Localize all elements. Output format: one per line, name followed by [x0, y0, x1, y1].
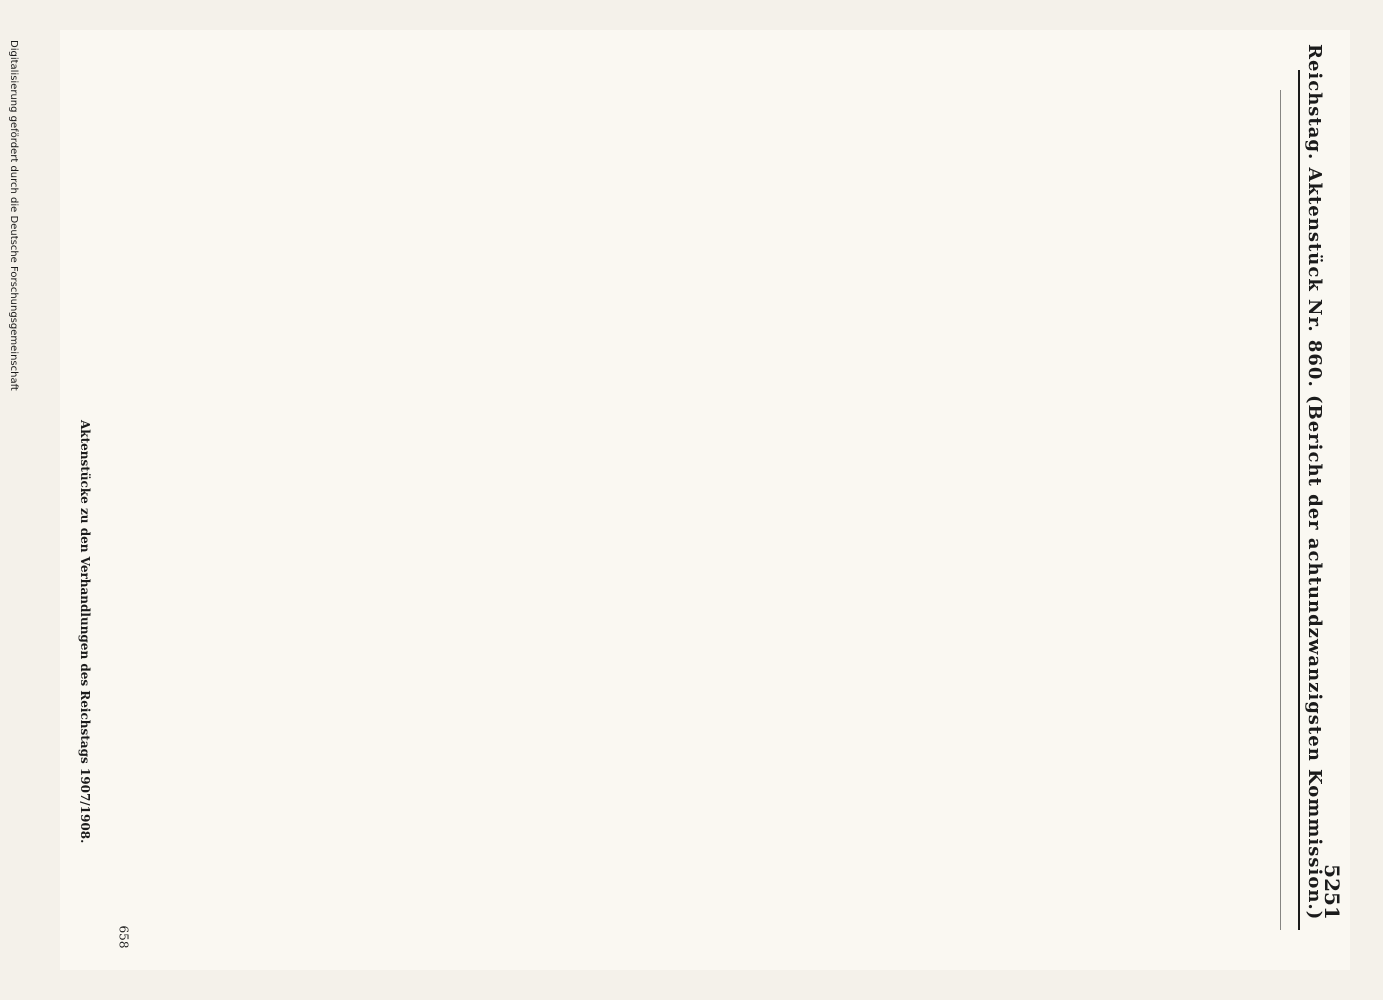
header-rule: [1298, 70, 1300, 930]
column-divider: [1280, 90, 1281, 930]
small-page-number: 658: [116, 925, 131, 949]
left-vertical-note-text: Digitalisierung gefördert durch die Deutsche Forschungsgemeinschaft: [8, 40, 19, 391]
text-column-4: [420, 90, 630, 930]
text-column-1: [1080, 90, 1290, 930]
text-column-3: [640, 90, 850, 930]
running-header: [1304, 44, 1332, 934]
text-column-5: [200, 90, 410, 930]
page-number: 5251: [1319, 864, 1344, 920]
left-vertical-note: [8, 40, 22, 960]
text-column-2: [860, 90, 1070, 930]
bottom-note: Aktenstücke zu den Verhandlungen des Reichstags 1907/1908.: [78, 420, 92, 844]
header-title: Reichstag. Aktenstück Nr. 860. (Bericht der achtundzwanzigsten Kommission.): [1304, 44, 1325, 921]
